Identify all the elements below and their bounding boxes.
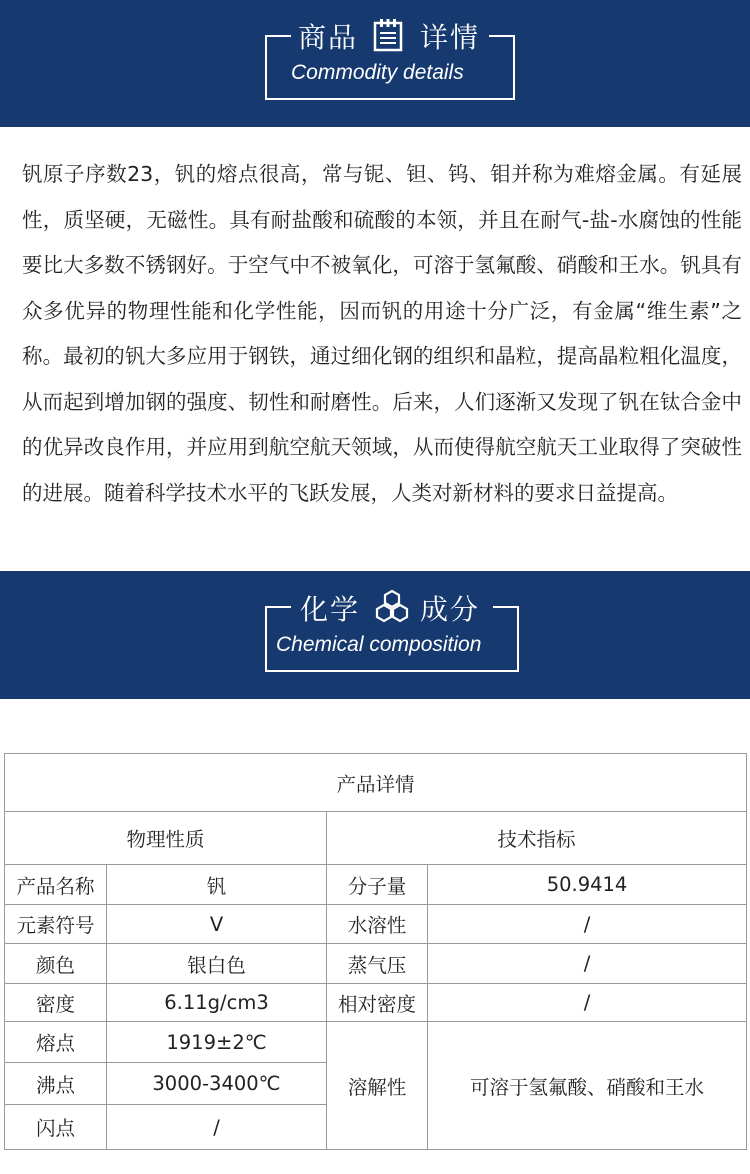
section-title-right: 详情 xyxy=(420,21,481,54)
table-row xyxy=(5,905,747,944)
table-row xyxy=(5,944,747,984)
row-label: 颜色 xyxy=(5,944,107,984)
group-header-technical: 技术指标 xyxy=(327,812,747,865)
row-value: 钒 xyxy=(107,865,327,905)
section-title-left: 商品 xyxy=(298,21,359,54)
row-label: 相对密度 xyxy=(327,984,428,1022)
row-value: 3000-3400℃ xyxy=(107,1063,327,1105)
merged-value-solubility: 可溶于氢氟酸、硝酸和王水 xyxy=(428,1022,747,1150)
section-subtitle: Commodity details xyxy=(291,61,464,84)
table-row xyxy=(5,1022,747,1063)
merged-label-solubility: 溶解性 xyxy=(327,1022,428,1150)
row-label: 密度 xyxy=(5,984,107,1022)
molecule-icon xyxy=(372,588,412,626)
section-subtitle: Chemical composition xyxy=(276,633,482,656)
row-value: / xyxy=(428,984,747,1022)
row-value: 银白色 xyxy=(107,944,327,984)
row-value: 50.9414 xyxy=(428,865,747,905)
row-label: 分子量 xyxy=(327,865,428,905)
row-label: 水溶性 xyxy=(327,905,428,944)
row-label: 沸点 xyxy=(5,1063,107,1105)
row-value: 1919±2℃ xyxy=(107,1022,327,1063)
row-value: V xyxy=(107,905,327,944)
table-caption: 产品详情 xyxy=(5,754,747,812)
row-value: / xyxy=(107,1105,327,1150)
group-header-physical: 物理性质 xyxy=(5,812,327,865)
row-value: / xyxy=(428,944,747,984)
section-title-right: 成分 xyxy=(420,593,481,626)
section-title-left: 化学 xyxy=(300,593,361,626)
chemical-composition-banner xyxy=(0,571,750,699)
row-value: / xyxy=(428,905,747,944)
product-description: 钒原子序数23，钒的熔点很高，常与铌、钽、钨、钼并称为难熔金属。有延展性，质坚硬，无磁性。具有耐盐酸和硫酸的本领，并且在耐气-盐-水腐蚀的性能要比大多数不锈钢好。于空气中不被氧化，可溶于氢氟酸、硝酸和王水。钒具有众多优异的物理性能和化学性能，因而钒的用途十分广泛，有金属“维生素”之称。最初的钒大多应用于钢铁，通过细化钢的组织和晶粒，提高晶粒粗化温度，从而起到增加钢的强度、韧性和耐磨性。后来，人们逐渐又发现了钒在钛合金中的优异改良作用，并应用到航空航天领域，从而使得航空航天工业取得了突破性的进展。随着科学技术水平的飞跃发展，人类对新材料的要求日益提高。 xyxy=(22,162,742,505)
row-label: 元素符号 xyxy=(5,905,107,944)
table-row xyxy=(5,984,747,1022)
row-label: 蒸气压 xyxy=(327,944,428,984)
table-row xyxy=(5,865,747,905)
row-label: 熔点 xyxy=(5,1022,107,1063)
clipboard-icon xyxy=(372,18,404,52)
commodity-details-banner xyxy=(0,0,750,127)
product-spec-table xyxy=(4,753,747,1150)
row-label: 产品名称 xyxy=(5,865,107,905)
row-value: 6.11g/cm3 xyxy=(107,984,327,1022)
row-label: 闪点 xyxy=(5,1105,107,1150)
